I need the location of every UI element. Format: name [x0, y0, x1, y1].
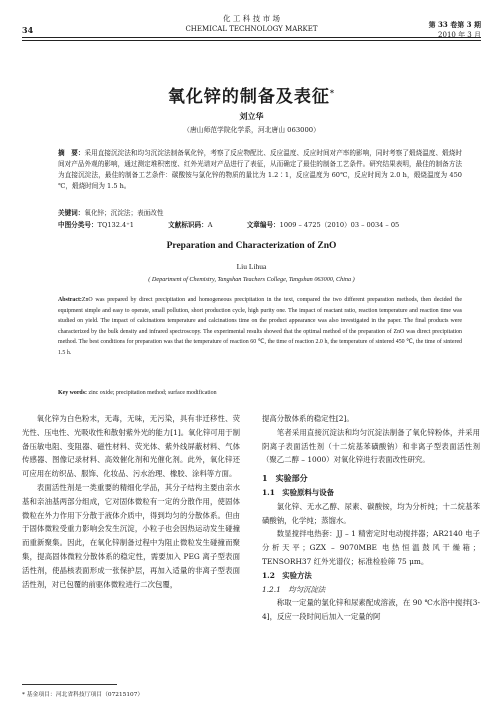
- keywords-cn: [58, 208, 462, 219]
- section-1-2-heading: 1.2 实验方法: [262, 570, 312, 580]
- author-en: Liu Lihua: [236, 262, 267, 271]
- materials-paragraph: 氯化锌、无水乙醇、尿素、碳酸铵，均为分析纯；十二烷基苯磺酸钠，化学纯；蒸馏水。: [262, 501, 480, 525]
- clc-label: 中图分类号：: [58, 221, 98, 229]
- header-rule: [22, 37, 481, 38]
- title-footnote-mark: *: [329, 87, 336, 98]
- article-id-label: 文章编号：: [246, 221, 280, 229]
- issue-date: 2010 年 3 月: [438, 31, 481, 39]
- intro-paragraph-2: 表面活性剂是一类重要的精细化学品，其分子结构主要由亲水基和亲油基两部分组成，它对固体微粒有一定的分散作用，使固体微粒在外力作用下分散于液体介质中，得到均匀的分散体系。但由于固体微粒受重力影响会发生沉淀，小粒子也会因热运动发生碰撞而重新聚集。因此，在氧化锌制备过程中为阻止微粒发生碰撞而聚集，提高固体微粒分散体系的稳定性，需要加入 PEG 离子型表面活性剂，使晶核表面形成一张保护层，再加入适量的非离子型表面活性剂，对已包覆的前驱体微粒进行二次包覆，: [22, 482, 240, 589]
- author-cn: 刘立华: [239, 111, 264, 121]
- abstract-cn: [58, 148, 462, 192]
- abstract-en-text: ZnO was prepared by direct precipitation and homogeneous precipitation in the text, compared the two different preparation methods, then decided the equipment simple and easy to operate, small pollution, short production cycle, high purity one. The impact of reactant ratio, reaction temperature and reaction time was studied on yield. The impact of calcinations temperature and calcinations time on the product appearance was also investigated in the paper. The final products were characterized by the bulk density and infrared spectroscopy. The experimental results showed that the optimal method of the preparation of ZnO was direct precipitation method. The best conditions for preparation was that the temperature of reaction 60 ℃, the time of reaction 2.0 h, the temperature of sintered 450 ℃, the time of sintered 1.5 h.: [58, 297, 462, 356]
- keywords-en-label: Key words:: [58, 390, 87, 396]
- intro-paragraph-1: 氧化锌为白色粉末，无毒，无味，无污染，具有非迁移性、荧光性、压电性、光吸收性和散射紫外光的能力[1]。氧化锌可用于制备压敏电阻、变阻器、磁性材料、荧光体、紫外线屏蔽材料、气体传感器、图像记录材料、高效催化剂和光催化剂。此外，氧化锌还可应用在纺织品、服饰、化妆品、污水治理、橡胶、涂料等方面。: [22, 414, 240, 479]
- intro-paragraph-3: 笔者采用直接沉淀法和均匀沉淀法制备了氧化锌粉体，并采用阴离子表面活性剂（十二烷基苯磺酸钠）和非离子型表面活性剂（聚乙二醇 – 1000）对氧化锌进行表面改性研究。: [262, 427, 480, 465]
- title-en: Preparation and Characterization of ZnO: [166, 241, 337, 251]
- section-1-2-1-heading: 1.2.1 均匀沉淀法: [262, 584, 326, 594]
- keywords-en-text: zinc oxide; precipitation method; surface modification: [88, 390, 217, 396]
- header-rule-thin: [22, 40, 481, 41]
- left-column: [22, 412, 240, 591]
- article-title: [0, 82, 503, 107]
- clc-value: TQ132.4⁺1: [97, 221, 134, 229]
- affiliation-cn: （唐山师范学院化学系，河北唐山 063000）: [183, 126, 320, 134]
- section-1-heading: 1 实验部分: [262, 473, 308, 484]
- intro-paragraph-2-cont: 提高分散体系的稳定性[2]。: [262, 414, 354, 423]
- doc-code-value: A: [207, 221, 213, 229]
- equipment-paragraph: 数显搅拌电热套：JJ – 1 精密定时电动搅拌器；AR2140 电子分析天平；GZX – 9070MBE 电热恒温鼓风干燥箱；TENSORH37 红外光谱仪；标准检验筛 75 μm。: [262, 529, 480, 566]
- doc-code-label: 文献标识码：: [168, 221, 208, 229]
- keywords-cn-label: 关键词：: [58, 209, 85, 217]
- keywords-cn-text: 氧化锌；沉淀法；表面改性: [84, 209, 164, 217]
- footnote-rule: [22, 684, 117, 685]
- method-paragraph: 称取一定量的氯化锌和尿素配成溶液，在 90 ℃水浴中搅拌[3-4]，反应一段时间后加入一定量的阿: [262, 598, 480, 622]
- journal-name-cn: 化 工 科 技 市 场: [223, 14, 280, 23]
- affiliation-en: ( Department of Chemistry, Tangshan Teachers College, Tangshan 063000, China ): [148, 276, 355, 283]
- right-column: [262, 412, 480, 624]
- abstract-cn-text: 采用直接沉淀法和均匀沉淀法制备氧化锌，考察了反应物配比、反应温度、反应时间对产率的影响，同时考察了煅烧温度、煅烧时间对产品外观的影响，通过测定堆积密度、红外光谱对产品进行了表征，从而确定了最佳的制备工艺条件。研究结果表明，最佳的制备方法为直接沉淀法，最佳的制备工艺条件：碳酸铵与氯化锌的物质的量比为 1.2∶1，反应温度为 60℃，反应时间为 2.0 h，煅烧温度为 450 ℃，煅烧时间为 1.5 h。: [58, 149, 463, 190]
- abstract-en: [58, 295, 462, 359]
- volume-issue: 第 33 卷第 3 期: [428, 20, 481, 29]
- journal-name-en: CHEMICAL TECHNOLOGY MARKET: [185, 25, 318, 33]
- page-number: 34: [22, 25, 34, 35]
- article-id-value: 1009 – 4725（2010）03 – 0034 – 05: [279, 221, 400, 229]
- title-text: 氧化锌的制备及表征: [167, 87, 330, 107]
- keywords-en: [58, 388, 462, 399]
- abstract-en-label: Abstract:: [58, 297, 82, 303]
- abstract-cn-label: 摘 要：: [58, 149, 85, 157]
- classification-row: [58, 220, 462, 231]
- section-1-1-heading: 1.1 实验原料与设备: [262, 487, 334, 497]
- footnote: * 基金项目：河北省科技厅项目（07215107）: [22, 692, 144, 698]
